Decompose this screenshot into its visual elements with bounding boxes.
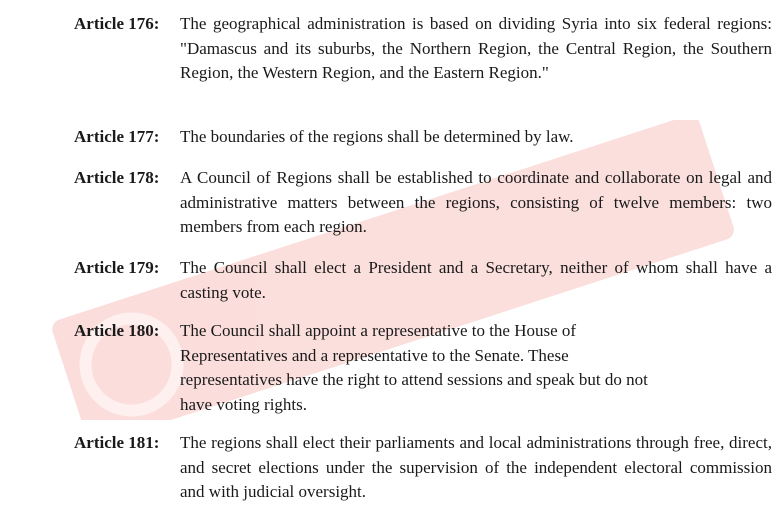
article-176 (74, 12, 772, 86)
article-text: The Council shall appoint a representative to the House of Representatives and a representative to the Senate. These representatives have the right to attend sessions and speak but do not have voting rights. (180, 321, 648, 414)
article-text: The regions shall elect their parliaments and local administrations through free, direct, and secret elections under the supervision of the independent electoral commission and with judicial oversight. (180, 433, 772, 501)
article-text: A Council of Regions shall be established to coordinate and collaborate on legal and administrative matters between the regions, consisting of twelve members: two members from each region. (180, 168, 772, 236)
article-label: Article 180: (74, 321, 160, 340)
article-179 (74, 256, 772, 305)
article-text: The geographical administration is based on dividing Syria into six federal regions: "Damascus and its suburbs, the Northern Region, the Central Region, the Southern Region, the Western Region, and the Eastern Region." (180, 14, 772, 82)
article-180 (74, 319, 674, 417)
article-label: Article 181: (74, 433, 160, 452)
article-177 (74, 125, 772, 150)
article-text: The Council shall elect a President and a Secretary, neither of whom shall have a casting vote. (180, 258, 772, 302)
article-label: Article 177: (74, 127, 160, 146)
article-label: Article 179: (74, 258, 160, 277)
article-181 (74, 431, 772, 505)
article-label: Article 176: (74, 14, 160, 33)
article-label: Article 178: (74, 168, 160, 187)
article-text: The boundaries of the regions shall be determined by law. (180, 127, 574, 146)
article-178 (74, 166, 772, 240)
